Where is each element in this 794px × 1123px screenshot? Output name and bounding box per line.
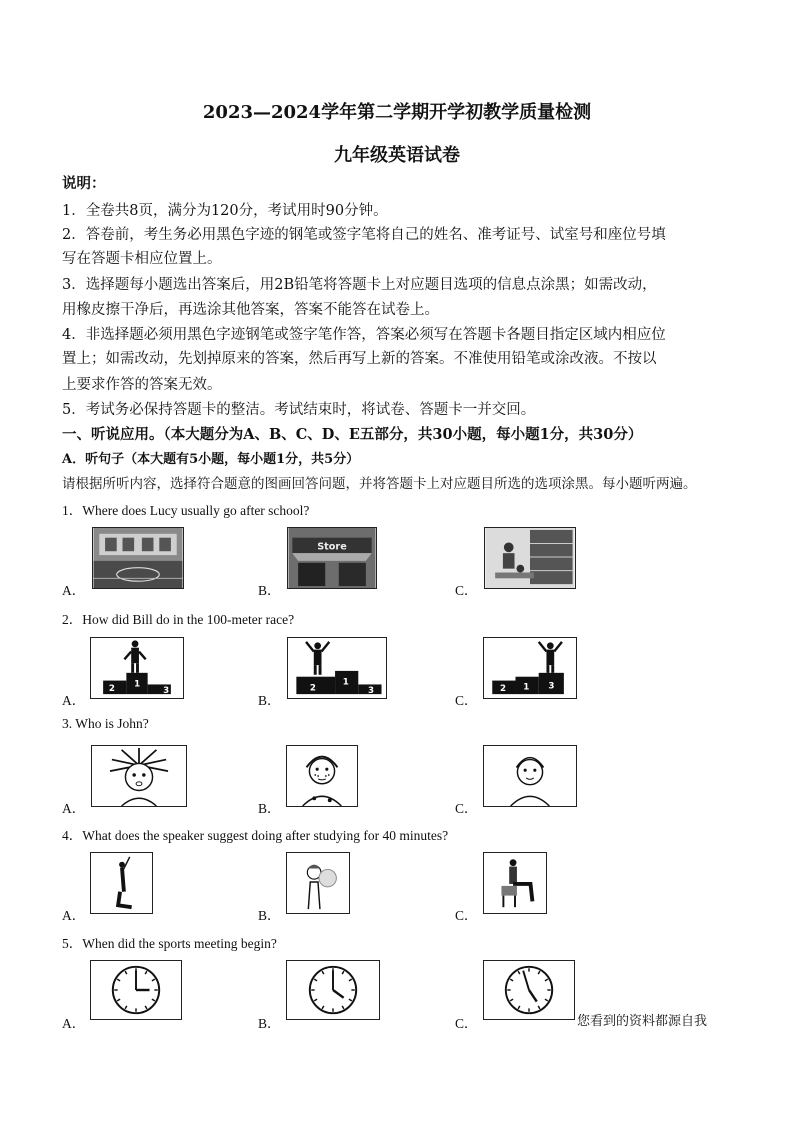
option-label-a: A． [62,583,86,598]
podium-number: 3 [548,681,555,692]
option-label-c: C． [455,583,478,598]
note-line: 4．非选择题必须用黑色字迹钢笔或签字笔作答，答案必须写在答题卡各题目指定区域内相应位 [62,327,666,343]
option-label-a: A． [62,801,86,816]
option-label-b: B． [258,1016,281,1031]
podium-image-c [483,637,577,699]
clock-image-b [286,960,380,1020]
option-label-b: B． [258,693,281,708]
option-label-a: A． [62,908,86,923]
podium-image-b [287,637,387,699]
option-label-c: C． [455,693,478,708]
podium-number: 2 [108,684,115,695]
clock-c [484,961,574,1019]
clock-a [91,961,181,1019]
option-label-b: B． [258,583,281,598]
instruction: 请根据所听内容，选择符合题意的图画回答问题，并将答题卡上对应题目所选的选项涂黑。每小题听两遍。 [62,476,697,492]
podium-number: 3 [367,686,375,697]
freckled-boy-image [286,745,358,807]
part-heading: A．听句子（本大题有5小题，每小题1分，共5分） [62,452,360,467]
question-4: 4．What does the speaker suggest doing after studying for 40 minutes? [62,828,449,843]
question-3: 3. Who is John? [62,716,149,731]
option-label-c: C． [455,801,478,816]
podium-number: 2 [500,684,507,695]
question-5: 5．When did the sports meeting begin? [62,936,277,951]
note-line: 写在答题卡相应位置上。 [62,251,222,267]
podium-image-a [90,637,184,699]
option-label-c: C． [455,908,478,923]
footer-text: 您看到的资料都源自我 [577,1014,708,1029]
section-heading: 一、听说应用。（本大题分为A、B、C、D、E五部分，共30小题，每小题1分，共30分） [62,426,643,443]
notes-heading: 说明： [62,175,106,192]
option-label-b: B． [258,801,281,816]
note-line: 2．答卷前，考生务必用黑色字迹的钢笔或签字笔将自己的姓名、准考证号、试室号和座位号填 [62,227,666,243]
note-line: 上要求作答的答案无效。 [62,377,222,393]
option-label-b: B． [258,908,281,923]
note-line: 1．全卷共8页，满分为120分，考试用时90分钟。 [62,203,388,219]
clock-image-a [90,960,182,1020]
option-label-a: A． [62,1016,86,1031]
store-image [287,527,377,589]
clock-b [287,961,379,1019]
podium-number: 1 [342,677,349,688]
podium-number: 2 [309,683,316,694]
sitting-man-image [483,852,547,914]
thinking-girl-image [286,852,350,914]
note-line: 用橡皮擦干净后，再选涂其他答案，答案不能答在试卷上。 [62,302,439,318]
store-sign-text: Store [317,541,347,553]
note-line: 置上；如需改动，先划掉原来的答案，然后再写上新的答案。不准使用铅笔或涂改液。不按以 [62,351,657,367]
school-hall-image [92,527,184,589]
question-1: 1．Where does Lucy usually go after school? [62,503,310,518]
note-line: 3．选择题每小题选出答案后，用2B铅笔将答题卡上对应题目选项的信息点涂黑；如需改动， [62,277,657,293]
clock-image-c [483,960,575,1020]
exam-subtitle: 九年级英语试卷 [334,145,460,166]
podium-number: 3 [163,686,170,697]
note-line: 5．考试务必保持答题卡的整洁。考试结束时，将试卷、答题卡一并交回。 [62,402,536,418]
podium-number: 1 [523,682,530,693]
question-2: 2．How did Bill do in the 100-meter race? [62,612,295,627]
stretching-image [90,852,153,914]
spiky-hair-boy-image [91,745,187,807]
option-label-a: A． [62,693,86,708]
podium-number: 1 [134,679,141,690]
library-image [484,527,576,589]
exam-title: 2023—2024学年第二学期开学初教学质量检测 [202,102,592,123]
plain-boy-image [483,745,577,807]
option-label-c: C． [455,1016,478,1031]
